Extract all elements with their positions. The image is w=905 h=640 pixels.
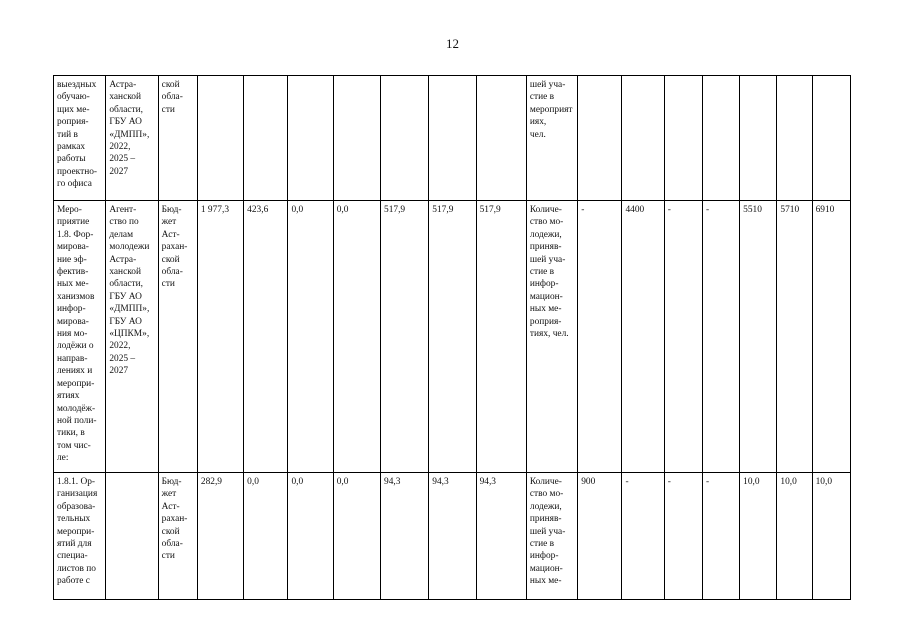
- total-cell: 282,9: [197, 473, 243, 600]
- indicator-cell: Количе- ство мо- лодежи, приняв- шей уча- стие в инфор- мацион- ных ме- роприя- тиях, чел.: [526, 201, 577, 473]
- year-2026-cell: [429, 76, 476, 201]
- indicator-value-cell: 5510: [740, 201, 777, 473]
- indicator-value-cell: -: [664, 473, 702, 600]
- total-cell: 1 977,3: [197, 201, 243, 473]
- executor-cell: Агент- ство по делам молодежи Астра- ханской области, ГБУ АО «ДМПП», ГБУ АО «ЦПКМ», 2022, 2025 – 2027: [106, 201, 158, 473]
- table-row: [54, 201, 851, 473]
- indicator-value-cell: 4400: [622, 201, 664, 473]
- year-2025-cell: 517,9: [381, 201, 429, 473]
- year-2026-cell: 517,9: [429, 201, 476, 473]
- indicator-value-cell: [812, 76, 850, 201]
- indicator-value-cell: -: [664, 201, 702, 473]
- year-2024-cell: [333, 76, 380, 201]
- activity-name-cell: Меро- приятие 1.8. Фор- мирова- ние эф- фектив- ных ме- ханизмов инфор- мирова- ния мо- лодёжи о направ- лениях и меропри- ятиях молодёж- ной поли- тики, в том чис- ле:: [54, 201, 106, 473]
- year-2027-cell: 94,3: [476, 473, 526, 600]
- indicator-value-cell: [777, 76, 812, 201]
- total-cell: [197, 76, 243, 201]
- indicator-value-cell: -: [702, 473, 739, 600]
- indicator-value-cell: [664, 76, 702, 201]
- indicator-value-cell: 10,0: [812, 473, 850, 600]
- year-2024-cell: 0,0: [333, 201, 380, 473]
- indicator-value-cell: 6910: [812, 201, 850, 473]
- funding-source-cell: Бюд- жет Аст- рахан- ской обла- сти: [158, 473, 197, 600]
- year-2022-cell: [244, 76, 288, 201]
- activity-name-cell: выездных обучаю- щих ме- роприя- тий в рамках работы проектно- го офиса: [54, 76, 106, 201]
- year-2022-cell: 0,0: [244, 473, 288, 600]
- year-2022-cell: 423,6: [244, 201, 288, 473]
- indicator-value-cell: [578, 76, 622, 201]
- table-row: [54, 76, 851, 201]
- activity-name-cell: 1.8.1. Ор- ганизация образова- тельных меропри- ятий для специа- листов по работе с: [54, 473, 106, 600]
- indicator-value-cell: 5710: [777, 201, 812, 473]
- page-number: 12: [446, 36, 459, 51]
- year-2024-cell: 0,0: [333, 473, 380, 600]
- funding-source-cell: Бюд- жет Аст- рахан- ской обла- сти: [158, 201, 197, 473]
- indicator-value-cell: -: [578, 201, 622, 473]
- indicator-value-cell: -: [702, 201, 739, 473]
- indicator-value-cell: 10,0: [740, 473, 777, 600]
- year-2027-cell: 517,9: [476, 201, 526, 473]
- indicator-value-cell: [740, 76, 777, 201]
- indicator-cell: шей уча- стие в мероприятиях, чел.: [526, 76, 577, 201]
- year-2026-cell: 94,3: [429, 473, 476, 600]
- year-2025-cell: 94,3: [381, 473, 429, 600]
- indicator-value-cell: 10,0: [777, 473, 812, 600]
- year-2025-cell: [381, 76, 429, 201]
- executor-cell: Астра- ханской области, ГБУ АО «ДМПП», 2022, 2025 – 2027: [106, 76, 158, 201]
- indicator-value-cell: [702, 76, 739, 201]
- indicator-value-cell: -: [622, 473, 664, 600]
- funding-source-cell: ской обла- сти: [158, 76, 197, 201]
- year-2023-cell: 0,0: [288, 473, 333, 600]
- year-2023-cell: 0,0: [288, 201, 333, 473]
- year-2023-cell: [288, 76, 333, 201]
- indicator-cell: Количе- ство мо- лодежи, приняв- шей уча- стие в инфор- мацион- ных ме-: [526, 473, 577, 600]
- indicator-value-cell: [622, 76, 664, 201]
- executor-cell: [106, 473, 158, 600]
- year-2027-cell: [476, 76, 526, 201]
- program-table: [53, 75, 851, 600]
- indicator-value-cell: 900: [578, 473, 622, 600]
- table-row: [54, 473, 851, 600]
